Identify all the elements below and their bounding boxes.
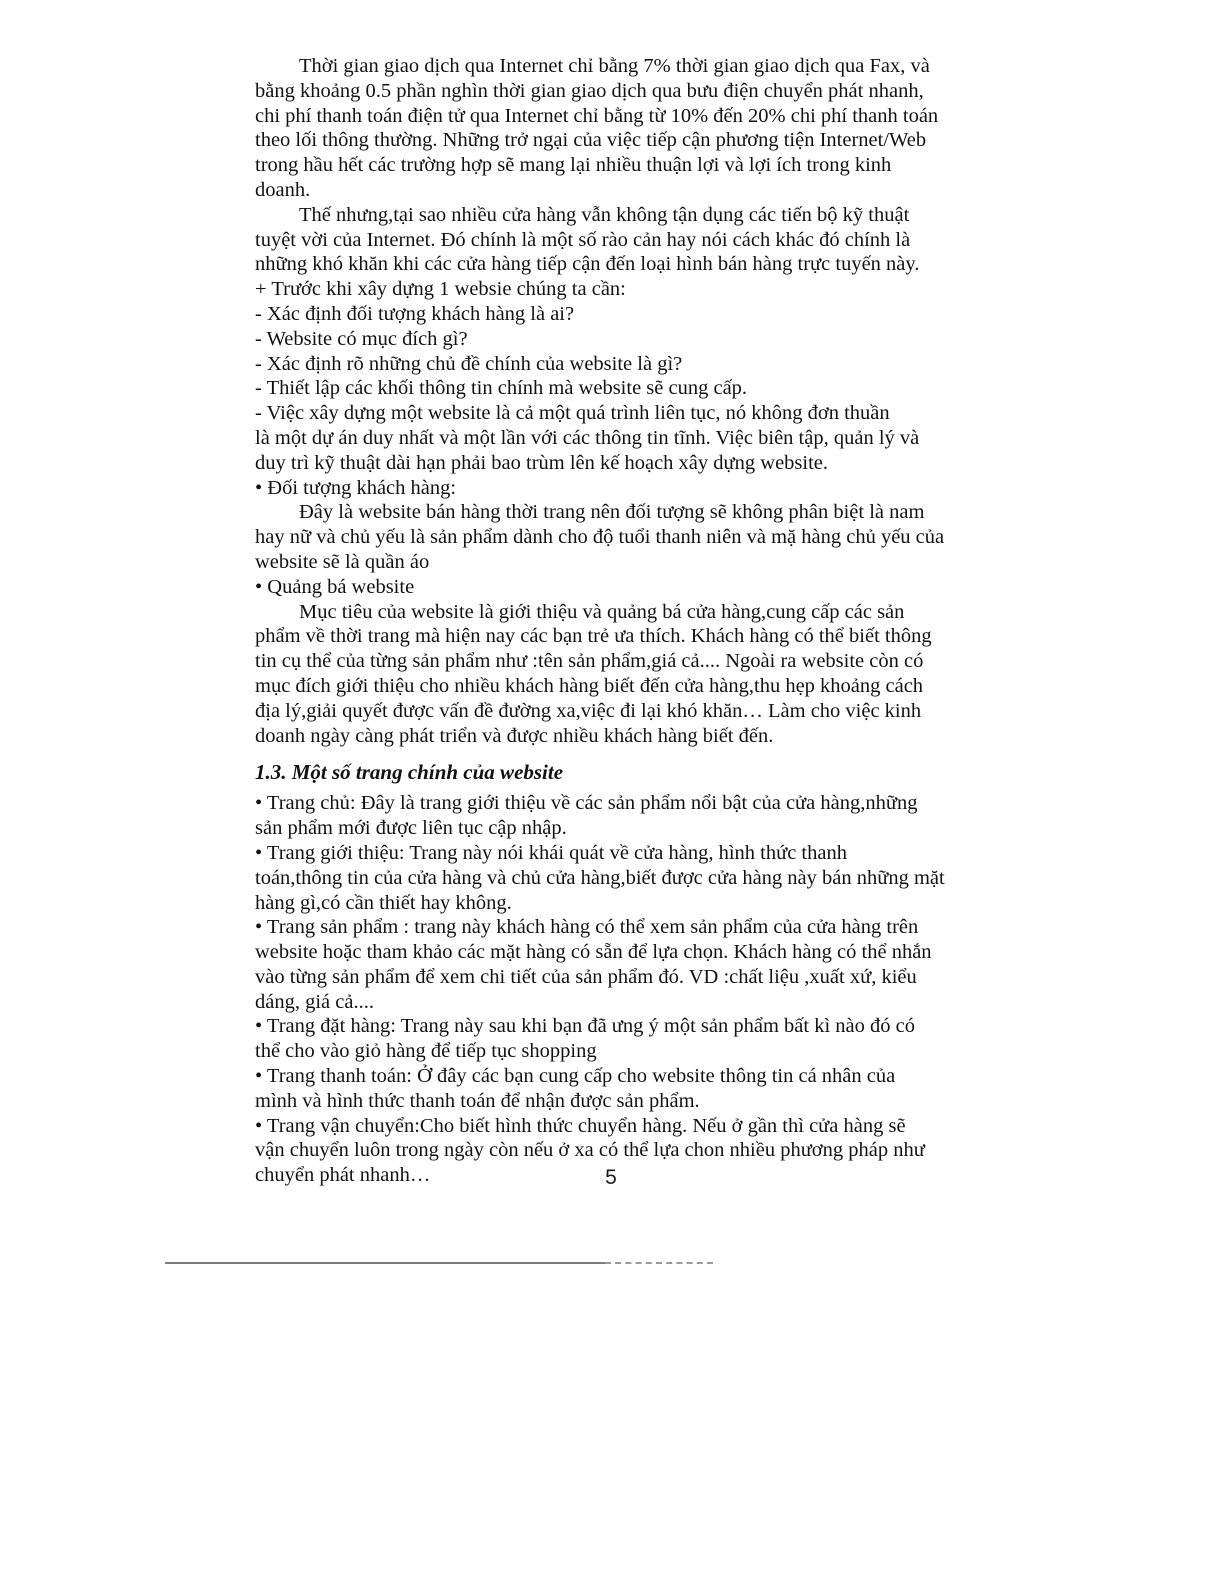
text-line: mình và hình thức thanh toán để nhận được sản phẩm. xyxy=(255,1089,700,1112)
text-line: - Website có mục đích gì? xyxy=(255,327,468,350)
page-number: 5 xyxy=(605,1166,617,1189)
text-line: tin cụ thể của từng sản phẩm như :tên sản phẩm,giá cả.... Ngoài ra website còn có xyxy=(255,650,924,673)
text-line: • Trang đặt hàng: Trang này sau khi bạn đã ưng ý một sản phẩm bất kì nào đó có xyxy=(255,1015,915,1038)
text-line: - Xác định đối tượng khách hàng là ai? xyxy=(255,302,575,325)
text-line: tuyệt vời của Internet. Đó chính là một số rào cản hay nói cách khác đó chính là xyxy=(255,228,911,251)
separator-solid-segment xyxy=(165,1262,605,1264)
text-line: - Việc xây dựng một website là cả một quá trình liên tục, nó không đơn thuần xyxy=(255,402,890,425)
text-line: + Trước khi xây dựng 1 websie chúng ta cần: xyxy=(255,278,626,301)
text-line: • Trang giới thiệu: Trang này nói khái quát về cửa hàng, hình thức thanh xyxy=(255,841,847,864)
text-line: dáng, giá cả.... xyxy=(255,990,374,1013)
text-line: phẩm về thời trang mà hiện nay các bạn trẻ ưa thích. Khách hàng có thể biết thông xyxy=(255,625,932,648)
section-heading: 1.3. Một số trang chính của website xyxy=(255,760,564,785)
text-line: Thời gian giao dịch qua Internet chỉ bằng 7% thời gian giao dịch qua Fax, và xyxy=(299,55,930,77)
text-line: • Trang vận chuyển:Cho biết hình thức chuyển hàng. Nếu ở gần thì cửa hàng sẽ xyxy=(255,1114,906,1137)
text-line: • Trang sản phẩm : trang này khách hàng có thể xem sản phẩm của cửa hàng trên xyxy=(255,916,919,939)
text-line: hay nữ và chủ yếu là sản phẩm dành cho độ tuổi thanh niên và mặ hàng chủ yếu của xyxy=(255,526,945,549)
text-line: Mục tiêu của website là giới thiệu và quảng bá cửa hàng,cung cấp các sản xyxy=(299,600,905,623)
text-line: vào từng sản phẩm để xem chi tiết của sản phẩm đó. VD :chất liệu ,xuất xứ, kiểu xyxy=(255,965,917,988)
text-line: duy trì kỹ thuật dài hạn phải bao trùm lên kế hoạch xây dựng website. xyxy=(255,451,829,474)
text-line: sản phẩm mới được liên tục cập nhập. xyxy=(255,817,567,840)
text-line: chuyển phát nhanh… xyxy=(255,1164,431,1187)
text-line: hàng gì,có cần thiết hay không. xyxy=(255,891,512,914)
text-line: doanh ngày càng phát triển và được nhiều khách hàng biết đến. xyxy=(255,724,774,747)
text-line: những khó khăn khi các cửa hàng tiếp cận đến loại hình bán hàng trực tuyến này. xyxy=(255,253,920,276)
text-line: website hoặc tham khảo các mặt hàng có sẵn để lựa chọn. Khách hàng có thể nhắn xyxy=(255,941,932,964)
text-line: trong hầu hết các trường hợp sẽ mang lại nhiều thuận lợi và lợi ích trong kinh xyxy=(255,154,892,177)
text-line: • Đối tượng khách hàng: xyxy=(255,476,457,499)
text-line: - Xác định rõ những chủ đề chính của website là gì? xyxy=(255,352,683,375)
text-line: - Thiết lập các khối thông tin chính mà website sẽ cung cấp. xyxy=(255,377,748,400)
text-line: Đây là website bán hàng thời trang nên đối tượng sẽ không phân biệt là nam xyxy=(299,501,925,524)
text-column xyxy=(255,54,967,1188)
text-line: mục đích giới thiệu cho nhiều khách hàng biết đến cửa hàng,thu hẹp khoảng cách xyxy=(255,674,924,697)
footer-separator-line xyxy=(165,1262,713,1264)
text-line: doanh. xyxy=(255,178,311,201)
text-line: theo lối thông thường. Những trở ngại của việc tiếp cận phương tiện Internet/Web xyxy=(255,129,927,152)
text-line: chi phí thanh toán điện tử qua Internet chỉ bằng từ 10% đến 20% chi phí thanh toán xyxy=(255,104,939,127)
text-line: vận chuyển luôn trong ngày còn nếu ở xa có thể lựa chon nhiều phương pháp như xyxy=(255,1139,925,1162)
text-line: • Trang chủ: Đây là trang giới thiệu về các sản phẩm nổi bật của cửa hàng,những xyxy=(255,792,918,815)
text-line: toán,thông tin của cửa hàng và chủ cửa hàng,biết được cửa hàng này bán những mặt xyxy=(255,866,945,889)
separator-dashed-segment xyxy=(605,1262,713,1264)
text-line: website sẽ là quần áo xyxy=(255,550,430,573)
text-line: • Trang thanh toán: Ở đây các bạn cung cấp cho website thông tin cá nhân của xyxy=(255,1065,896,1088)
text-line: địa lý,giải quyết được vấn đề đường xa,việc đi lại khó khăn… Làm cho việc kinh xyxy=(255,699,922,722)
text-line: bằng khoảng 0.5 phần nghìn thời gian giao dịch qua bưu điện chuyển phát nhanh, xyxy=(255,79,924,102)
text-line: • Quảng bá website xyxy=(255,575,415,598)
text-line: là một dự án duy nhất và một lần với các thông tin tĩnh. Việc biên tập, quản lý và xyxy=(255,426,920,449)
text-line: thể cho vào giỏ hàng để tiếp tục shopping xyxy=(255,1040,597,1063)
text-line: Thế nhưng,tại sao nhiều cửa hàng vẫn không tận dụng các tiến bộ kỹ thuật xyxy=(299,203,910,226)
